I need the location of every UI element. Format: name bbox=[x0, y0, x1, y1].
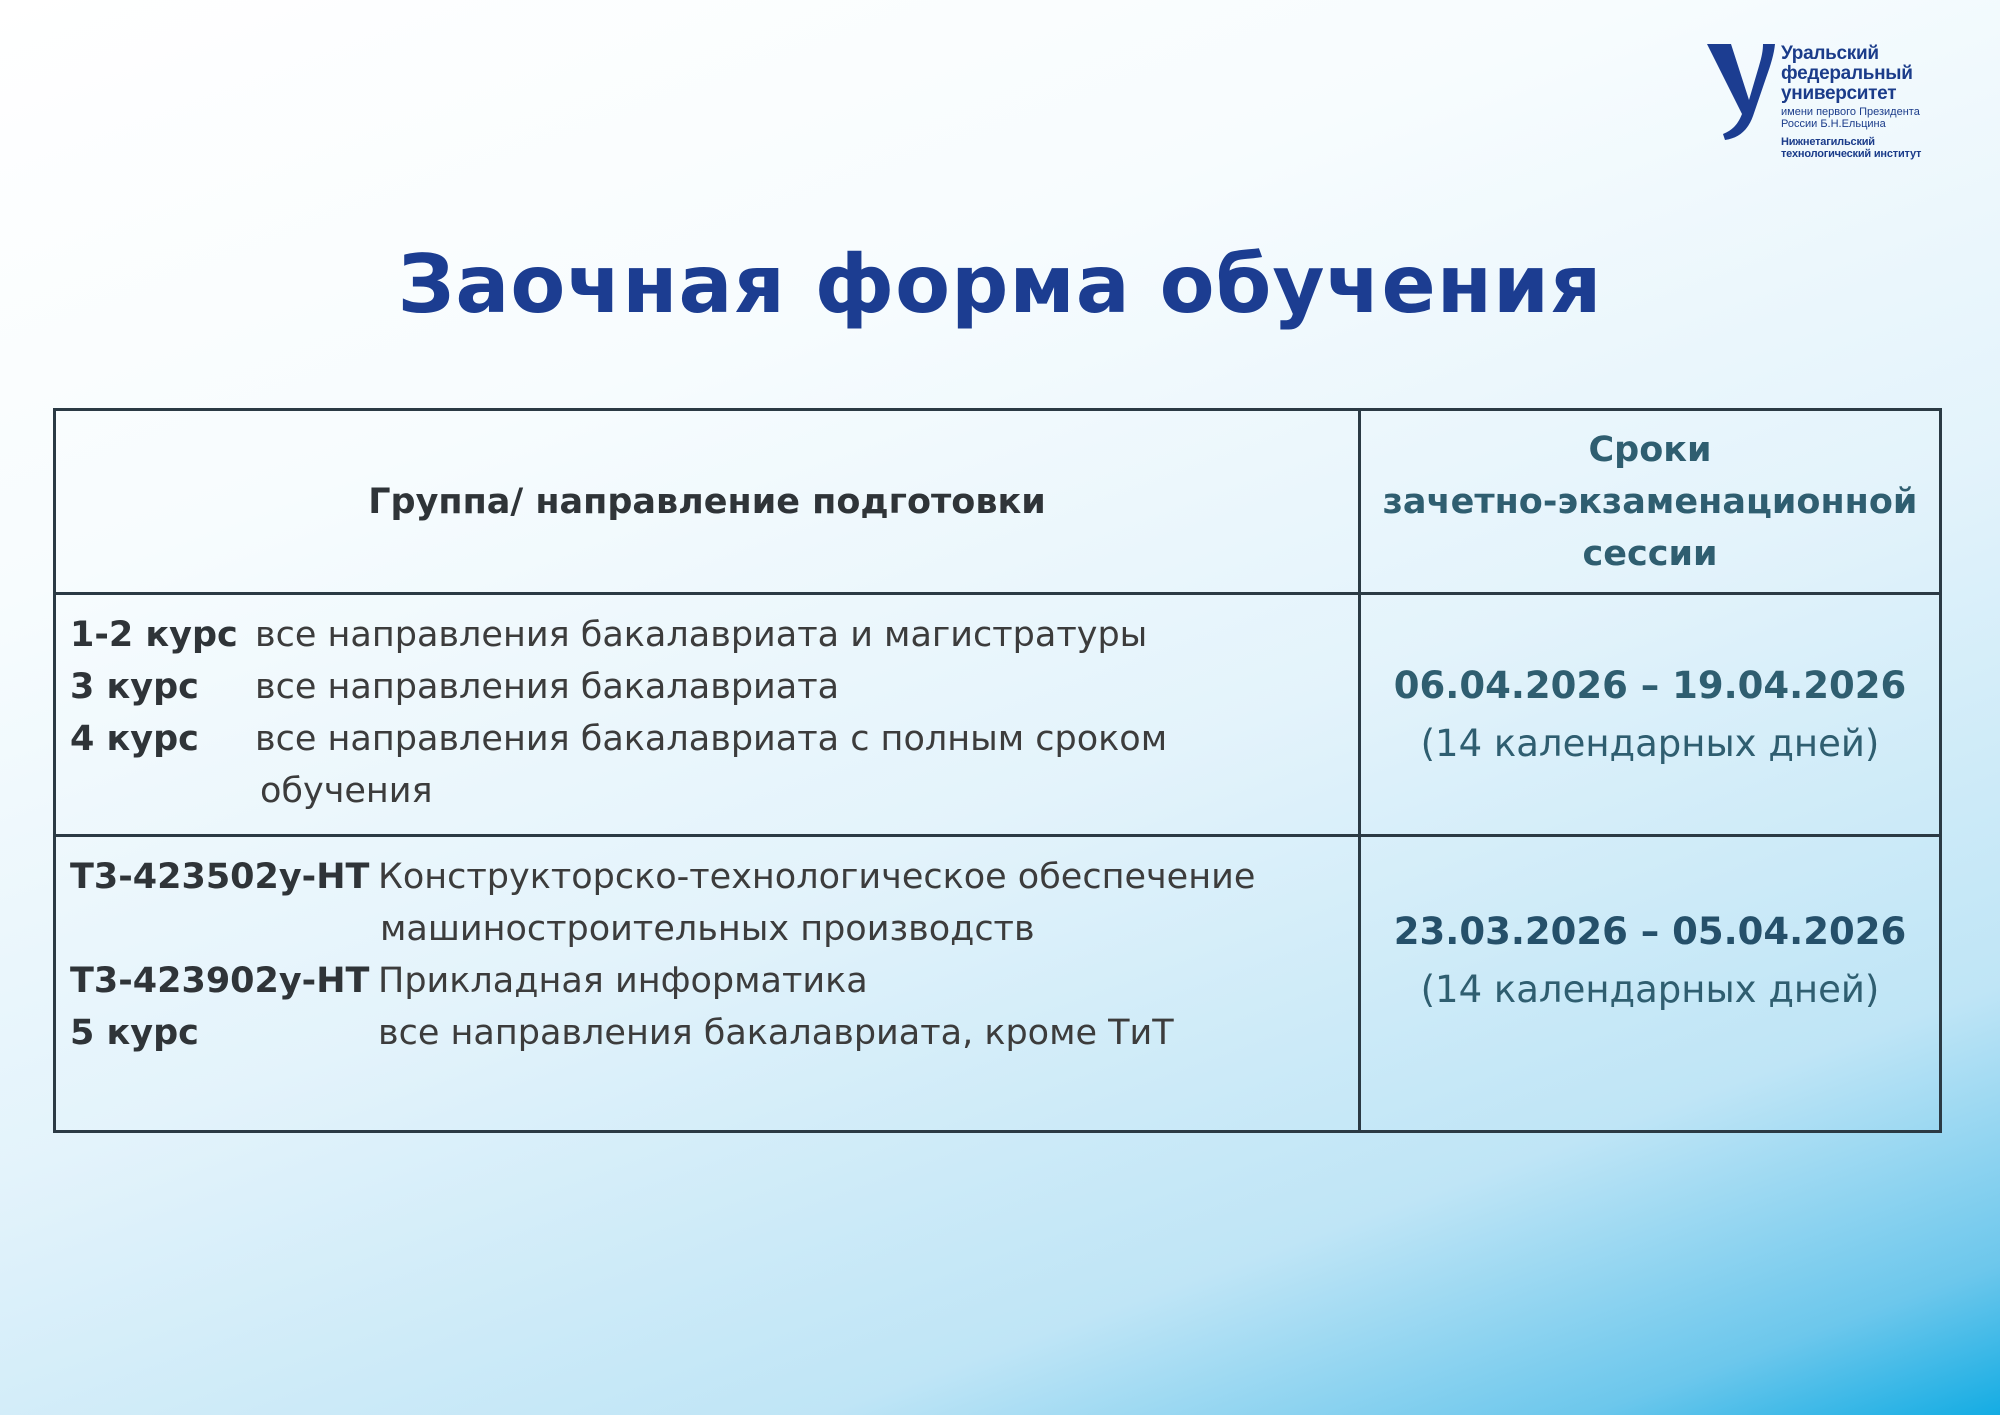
list-item bbox=[70, 609, 1358, 661]
list-item bbox=[70, 1007, 1358, 1059]
direction-text: все направления бакалавриата, кроме ТиТ bbox=[378, 1013, 1174, 1053]
logo-subtitle-line1: имени первого Президента bbox=[1781, 106, 1920, 118]
logo-text bbox=[1781, 44, 1921, 160]
table-row bbox=[55, 594, 1941, 836]
course-tag: 1-2 курс bbox=[70, 615, 238, 655]
list-item-continuation bbox=[70, 765, 1358, 817]
course-tag: 4 курс bbox=[70, 719, 199, 759]
course-tag: 5 курс bbox=[70, 1013, 199, 1053]
list-item bbox=[70, 713, 1358, 765]
logo-name-line3: университет bbox=[1781, 83, 1897, 104]
header-session-line2: зачетно-экзаменационной bbox=[1382, 481, 1918, 522]
direction-text: все направления бакалавриата с полным сроком bbox=[255, 719, 1168, 759]
group-tag: Т3-423502у-НТ bbox=[70, 857, 370, 897]
list-item-continuation bbox=[70, 903, 1358, 955]
direction-text: все направления бакалавриата bbox=[255, 667, 840, 707]
row1-groups bbox=[55, 594, 1360, 836]
row1-session-dates bbox=[1360, 594, 1941, 836]
header-session-dates bbox=[1360, 410, 1941, 594]
logo-subtitle-line2: России Б.Н.Ельцина bbox=[1781, 118, 1886, 130]
group-tag: Т3-423902у-НТ bbox=[70, 961, 370, 1001]
direction-text: все направления бакалавриата и магистратуры bbox=[255, 615, 1148, 655]
session-schedule-table bbox=[53, 408, 1942, 1133]
logo-institute-line2: технологический институт bbox=[1781, 148, 1922, 160]
session-duration: (14 календарных дней) bbox=[1420, 968, 1880, 1011]
direction-text: Прикладная информатика bbox=[378, 961, 868, 1001]
table-header-row bbox=[55, 410, 1941, 594]
header-session-line3: сессии bbox=[1582, 533, 1718, 574]
row2-session-dates bbox=[1360, 836, 1941, 1132]
header-group-direction: Группа/ направление подготовки bbox=[55, 410, 1360, 594]
university-logo bbox=[1705, 42, 1935, 172]
session-date-range: 06.04.2026 – 19.04.2026 bbox=[1393, 663, 1907, 707]
direction-text: Конструкторско-технологическое обеспечение bbox=[378, 857, 1256, 897]
row2-groups bbox=[55, 836, 1360, 1132]
list-item bbox=[70, 955, 1358, 1007]
session-duration: (14 календарных дней) bbox=[1420, 721, 1880, 765]
urfu-logo-mark bbox=[1705, 42, 1777, 142]
table-row bbox=[55, 836, 1941, 1132]
logo-name-line1: Уральский bbox=[1781, 43, 1879, 64]
page-title: Заочная форма обучения bbox=[397, 238, 1603, 331]
list-item bbox=[70, 661, 1358, 713]
direction-text-continuation: машиностроительных производств bbox=[380, 909, 1035, 949]
session-date-range: 23.03.2026 – 05.04.2026 bbox=[1393, 910, 1907, 953]
direction-text-continuation: обучения bbox=[260, 771, 433, 811]
list-item bbox=[70, 851, 1358, 903]
logo-name-line2: федеральный bbox=[1781, 63, 1913, 84]
course-tag: 3 курс bbox=[70, 667, 199, 707]
logo-institute-line1: Нижнетагильский bbox=[1781, 136, 1875, 148]
header-session-line1: Сроки bbox=[1588, 429, 1712, 470]
